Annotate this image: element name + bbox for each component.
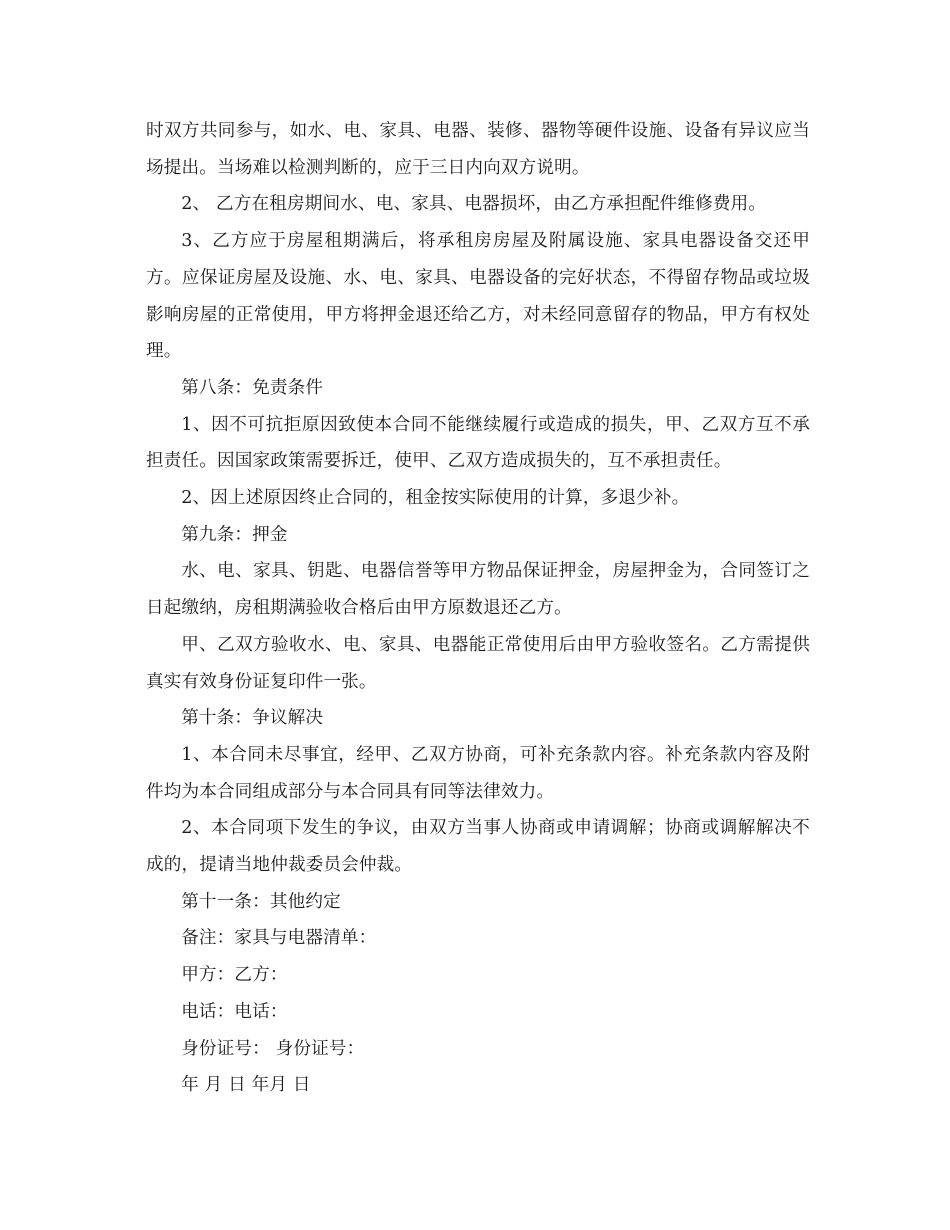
paragraph-clause-7-2: 2、 乙方在租房期间水、电、家具、电器损坏，由乙方承担配件维修费用。 bbox=[181, 194, 767, 215]
heading-article-8: 第八条：免责条件 bbox=[181, 377, 324, 398]
line-date: 年 月 日 年月 日 bbox=[181, 1075, 311, 1096]
paragraph-clause-10-1: 1、本合同未尽事宜，经甲、乙双方协商，可补充条款内容。补充条款内容及附件均为本合同组成部分与本合同具有同等法律效力。 bbox=[146, 744, 810, 802]
paragraph-deposit: 水、电、家具、钥匙、电器信誉等甲方物品保证押金，房屋押金为，合同签订之日起缴纳，房租期满验收合格后由甲方原数退还乙方。 bbox=[146, 561, 810, 619]
line-id-number: 身份证号： 身份证号： bbox=[181, 1038, 365, 1059]
paragraph-clause-8-2: 2、因上述原因终止合同的，租金按实际使用的计算，多退少补。 bbox=[181, 488, 690, 509]
paragraph-continuation: 时双方共同参与，如水、电、家具、电器、装修、器物等硬件设施、设备有异议应当场提出。当场难以检测判断的，应于三日内向双方说明。 bbox=[146, 121, 810, 178]
line-phone: 电话：电话： bbox=[181, 1001, 288, 1022]
heading-article-11: 第十一条：其他约定 bbox=[181, 891, 341, 912]
paragraph-clause-8-1: 1、因不可抗拒原因致使本合同不能继续履行或造成的损失，甲、乙双方互不承担责任。因国家政策需要拆迁，使甲、乙双方造成损失的，互不承担责任。 bbox=[146, 414, 810, 472]
paragraph-clause-7-3: 3、乙方应于房屋租期满后，将承租房房屋及附属设施、家具电器设备交还甲方。应保证房屋及设施、水、电、家具、电器设备的完好状态，不得留存物品或垃圾影响房屋的正常使用，甲方将押金退还给乙方，对未经同意留存的物品，甲方有权处理。 bbox=[146, 231, 810, 362]
paragraph-inspection: 甲、乙双方验收水、电、家具、电器能正常使用后由甲方验收签名。乙方需提供真实有效身份证复印件一张。 bbox=[146, 634, 810, 692]
heading-article-10: 第十条：争议解决 bbox=[181, 708, 324, 729]
line-remarks: 备注：家具与电器清单： bbox=[181, 928, 377, 949]
line-parties: 甲方：乙方： bbox=[181, 965, 288, 986]
paragraph-clause-10-2: 2、本合同项下发生的争议，由双方当事人协商或申请调解；协商或调解解决不成的，提请当地仲裁委员会仲裁。 bbox=[146, 818, 810, 876]
document-body bbox=[146, 113, 810, 1104]
heading-article-9: 第九条：押金 bbox=[181, 524, 288, 545]
